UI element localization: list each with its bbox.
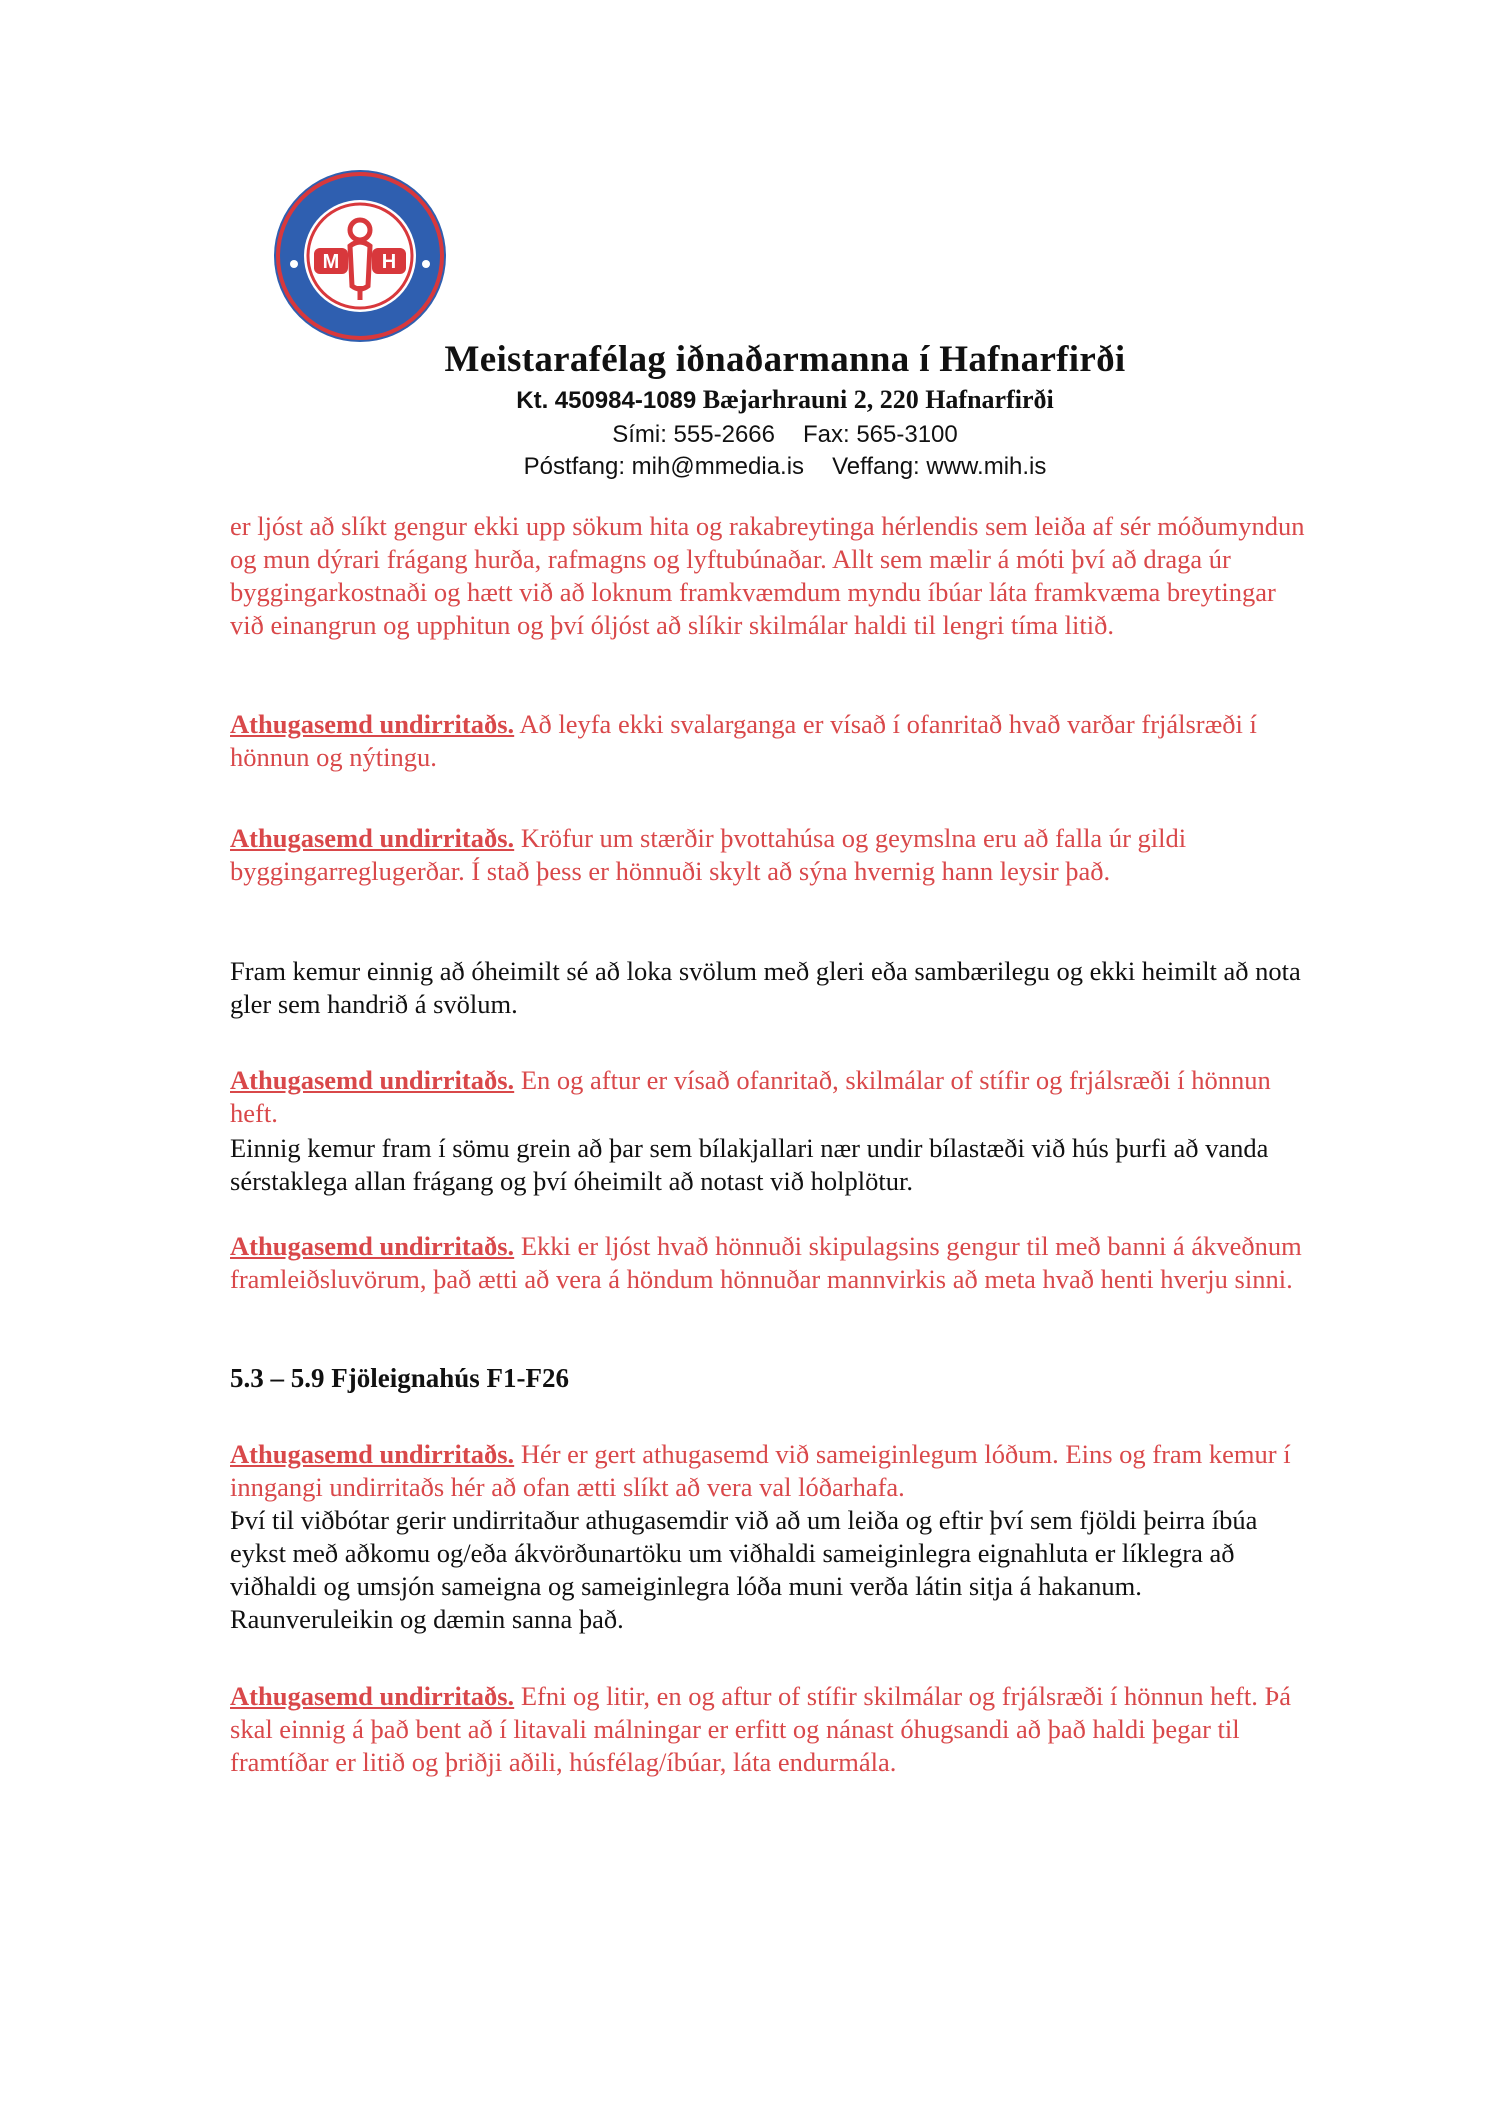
comment-4 xyxy=(230,1230,1310,1296)
comment-4-heading: Athugasemd undirritaðs. xyxy=(230,1231,515,1261)
org-address: Bæjarhrauni 2, 220 Hafnarfirði xyxy=(702,385,1054,414)
org-email[interactable]: Póstfang: mih@mmedia.is xyxy=(523,453,805,480)
paragraph-1 xyxy=(230,510,1310,642)
comment-6 xyxy=(230,1680,1310,1779)
section-title: 5.3 – 5.9 Fjöleignahús F1-F26 xyxy=(230,1363,570,1393)
comment-4-text: Ekki er ljóst hvað hönnuði skipulagsins gengur til með banni á ákveðnum framleiðsluvörum, það ætti að vera á höndum hönnuðar mannvirkis að meta hvað henti hverju sinni. xyxy=(230,1231,1302,1294)
comment-6-heading: Athugasemd undirritaðs. xyxy=(230,1681,515,1711)
comment-3 xyxy=(230,1064,1310,1130)
comment-3-text: En og aftur er vísað ofanritað, skilmálar of stífir og frjálsræði í hönnun heft. xyxy=(230,1065,1271,1128)
logo-badge-left: M xyxy=(322,251,340,273)
mih-emblem-icon xyxy=(272,168,448,344)
paragraph-2 xyxy=(230,955,1310,1021)
org-fax: Fax: 565-3100 xyxy=(802,421,958,448)
paragraph-3 xyxy=(230,1132,1310,1198)
org-name: Meistarafélag iðnaðarmanna í Hafnarfirði xyxy=(444,339,1126,380)
comment-5 xyxy=(230,1438,1310,1636)
comment-5-text: Hér er gert athugasemd við sameiginlegum lóðum. Eins og fram kemur í inngangi undirritaðs hér að ofan ætti slíkt að vera val lóðarhafa. xyxy=(230,1439,1291,1502)
comment-1 xyxy=(230,708,1310,774)
org-web[interactable]: Veffang: www.mih.is xyxy=(832,453,1047,480)
comment-3-heading: Athugasemd undirritaðs. xyxy=(230,1065,515,1095)
comment-2-text: Kröfur um stærðir þvottahúsa og geymslna eru að falla úr gildi byggingarreglugerðar. Í stað þess er hönnuði skylt að sýna hvernig hann leysir það. xyxy=(230,823,1187,886)
comment-5-continuation: Því til viðbótar gerir undirritaður athugasemdir við að um leiða og eftir því sem fjöldi þeirra íbúa eykst með aðkomu og/eða ákvörðunartöku um viðhaldi sameiginlegra eignahluta er líklegra að viðhaldi og umsjón sameigna og sameiginlegra lóða muni verða látin sitja á hakanum. Raunveruleikin og dæmin sanna það. xyxy=(230,1505,1258,1634)
kt-number: 450984-1089 xyxy=(554,387,697,414)
comment-5-heading: Athugasemd undirritaðs. xyxy=(230,1439,515,1469)
letterhead xyxy=(360,330,1210,485)
paragraph-1-text: er ljóst að slíkt gengur ekki upp sökum hita og rakabreytinga hérlendis sem leiða af sér móðumyndun og mun dýrari frágang hurða, rafmagns og lyftubúnaðar. Allt sem mælir á móti því að draga úr byggingarkostnaði og hætt við að loknum framkvæmdum myndu íbúar láta framkvæma breytingar við einangrun og upphitun og því óljóst að slíkir skilmálar haldi til lengri tíma litið. xyxy=(230,511,1305,640)
paragraph-2-text: Fram kemur einnig að óheimilt sé að loka svölum með gleri eða sambærilegu og ekki heimilt að nota gler sem handrið á svölum. xyxy=(230,956,1301,1019)
org-phone: Sími: 555-2666 xyxy=(612,421,775,448)
contact-phone-fax xyxy=(360,421,1210,449)
comment-1-heading: Athugasemd undirritaðs. xyxy=(230,709,515,739)
org-registration-line xyxy=(360,385,1210,415)
comment-2 xyxy=(230,822,1310,888)
comment-2-heading: Athugasemd undirritaðs. xyxy=(230,823,515,853)
section-heading xyxy=(230,1362,1310,1395)
comment-6-text: Efni og litir, en og aftur of stífir skilmálar og frjálsræði í hönnun heft. Þá skal einnig á það bent að í litavali málningar er erfitt og nánast óhugsandi að það haldi þegar til framtíðar er litið og þriðji aðili, húsfélag/íbúar, láta endurmála. xyxy=(230,1681,1292,1777)
logo-badge-right: H xyxy=(381,251,397,273)
comment-1-text: Að leyfa ekki svalarganga er vísað í ofanritað hvað varðar frjálsræði í hönnun og nýtingu. xyxy=(230,709,1257,772)
paragraph-3-text: Einnig kemur fram í sömu grein að þar sem bílakjallari nær undir bílastæði við hús þurfi að vanda sérstaklega allan frágang og því óheimilt að notast við holplötur. xyxy=(230,1133,1269,1196)
contact-email-web xyxy=(360,453,1210,481)
kt-label: Kt. xyxy=(516,387,549,414)
